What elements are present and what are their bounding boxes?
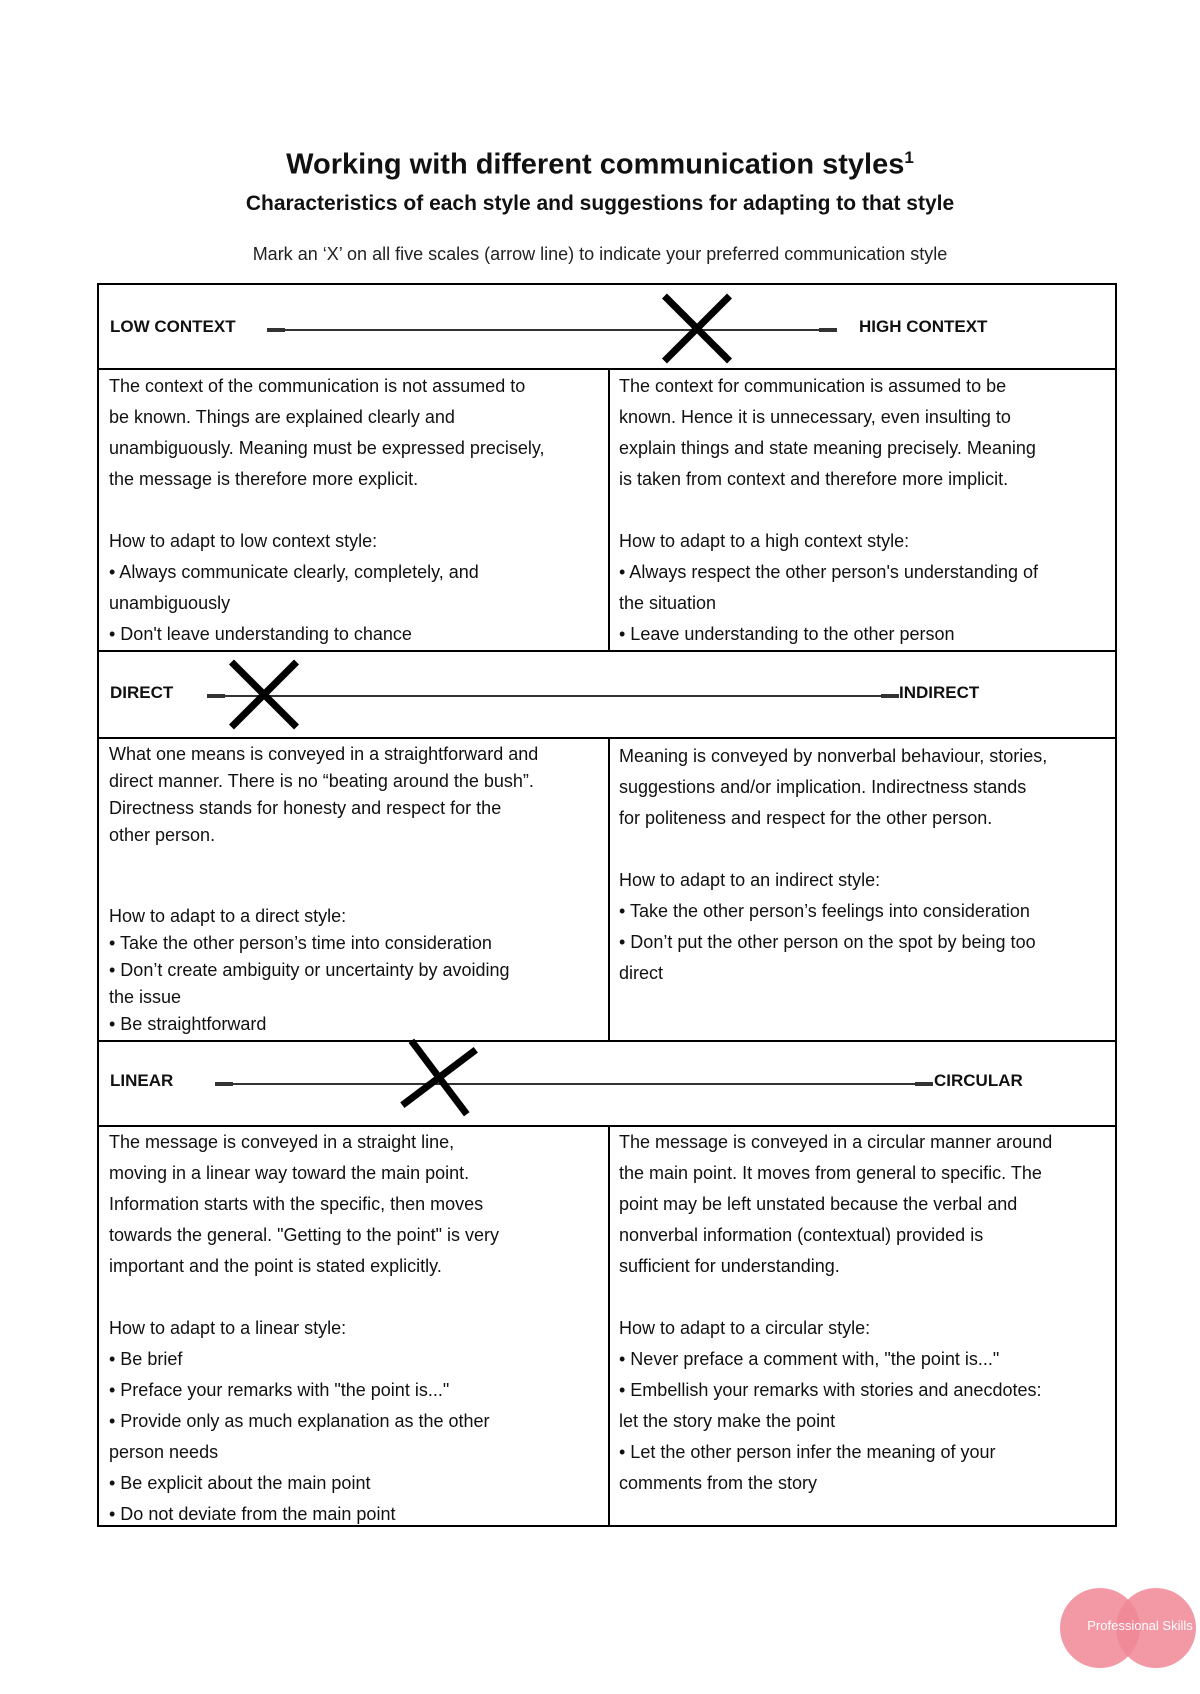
row-divider — [99, 737, 1115, 739]
footnote-marker: 1 — [904, 148, 914, 167]
direct-description: What one means is conveyed in a straightforward and direct manner. There is no “beating around the bush”. Directness stands for honesty and respect for the other person. How to adapt to a direct style: • Take the other person’s time into consideration • Don’t create ambiguity or uncertainty by avoiding the issue • Be straightforward — [109, 741, 604, 1038]
column-divider — [608, 737, 610, 1040]
scale-left-label: LINEAR — [110, 1071, 174, 1090]
row-divider — [99, 368, 1115, 370]
adapt-heading: How to adapt to a circular style: — [619, 1318, 871, 1338]
adapt-heading: How to adapt to an indirect style: — [619, 870, 881, 890]
indirect-description: Meaning is conveyed by nonverbal behaviour, stories, suggestions and/or implication. Indirectness stands for politeness and respect for the other person. How to adapt to an indirect style: • Take the other person’s feelings into consideration • Don’t put the other person on the spot by being too direct — [619, 741, 1114, 989]
row-divider — [99, 1040, 1115, 1042]
instruction-text: Mark an ‘X’ on all five scales (arrow line) to indicate your preferred communication style — [252, 244, 948, 264]
scale-left-label: LOW CONTEXT — [110, 317, 236, 336]
scale-right-label: HIGH CONTEXT — [859, 317, 988, 336]
scale-right-label: INDIRECT — [899, 683, 980, 702]
column-divider — [608, 368, 610, 650]
adapt-heading: How to adapt to a linear style: — [109, 1318, 347, 1338]
x-mark — [224, 655, 304, 735]
column-divider — [608, 1125, 610, 1527]
linear-description: The message is conveyed in a straight line, moving in a linear way toward the main point. Information starts with the specific, then moves towards the general. "Getting to the point" is very important and the point is stated explicitly. How to adapt to a linear style: • Be brief • Preface your remarks with "the point is..." • Provide only as much explanation as the other person needs • Be explicit about the main point • Do not deviate from the main point — [109, 1127, 604, 1530]
styles-table — [97, 283, 1117, 1527]
x-mark — [394, 1033, 484, 1123]
adapt-heading: How to adapt to a high context style: — [619, 531, 910, 551]
circular-description: The message is conveyed in a circular manner around the main point. It moves from general to specific. The point may be left unstated because the verbal and nonverbal information (contextual) provided is sufficient for understanding. How to adapt to a circular style: • Never preface a comment with, "the point is..." • Embellish your remarks with stories and anecdotes: let the story make the point • Let the other person infer the meaning of your comments from the story — [619, 1127, 1114, 1499]
scale-arrow-line[interactable] — [267, 329, 837, 331]
x-mark — [657, 289, 737, 369]
low-context-description: The context of the communication is not assumed to be known. Things are explained clearly and unambiguously. Meaning must be expressed precisely, the message is therefore more explicit. How to adapt to low context style: • Always communicate clearly, completely, and unambiguously • Don't leave understanding to chance — [109, 371, 604, 650]
adapt-heading: How to adapt to a direct style: — [109, 906, 347, 926]
scale-right-label: CIRCULAR — [934, 1071, 1023, 1090]
professional-skills-logo — [1060, 1588, 1200, 1672]
scale-left-label: DIRECT — [110, 683, 174, 702]
high-context-description: The context for communication is assumed to be known. Hence it is unnecessary, even insulting to explain things and state meaning precisely. Meaning is taken from context and therefore more implicit. How to adapt to a high context style: • Always respect the other person's understanding of the situation • Leave understanding to the other person — [619, 371, 1114, 650]
page-title: Working with different communication styles$^1$ — [286, 148, 914, 181]
scale-arrow-line[interactable] — [215, 1083, 933, 1085]
row-divider — [99, 650, 1115, 652]
page-subtitle: Characteristics of each style and suggestions for adapting to that style — [245, 192, 955, 215]
logo-text: Professional Skills — [1087, 1618, 1193, 1633]
adapt-heading: How to adapt to low context style: — [109, 531, 378, 551]
scale-arrow-line[interactable] — [207, 695, 899, 697]
